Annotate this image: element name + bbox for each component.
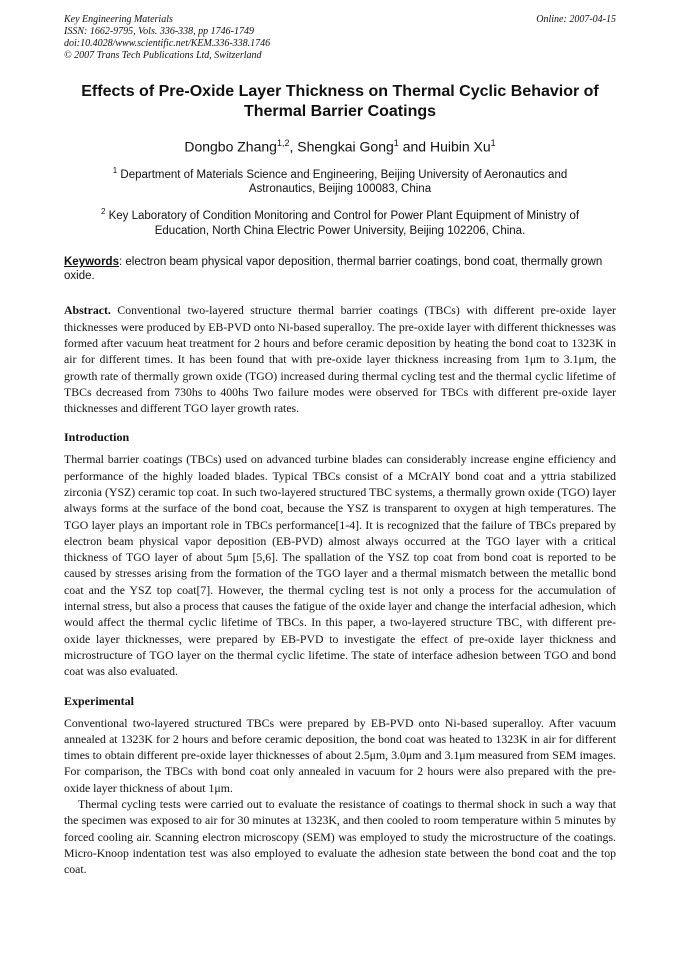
affiliation-number: 1 [112,165,118,175]
keywords-label: Keywords [64,256,119,269]
online-date: Online: 2007-04-15 [536,14,616,25]
paper-page [64,14,616,878]
doi-line: doi:10.4028/www.scientific.net/KEM.336-338.1746 [64,38,271,49]
author-separator: and [398,138,430,155]
author-separator: , [289,138,298,155]
issn-line: ISSN: 1662-9795, Vols. 336-338, pp 1746-1749 [64,26,254,37]
author-name: Shengkai Gong [297,138,394,155]
author-list [64,134,616,156]
paper-title: Effects of Pre-Oxide Layer Thickness on Thermal Cyclic Behavior of Thermal Barrier Coatings [81,83,599,120]
section-heading-introduction: Introduction [64,430,130,445]
keywords: Keywords: electron beam physical vapor deposition, thermal barrier coatings, bond coat, thermally grown oxide. [64,256,603,283]
affiliation-number: 2 [100,207,106,217]
abstract [64,302,616,416]
author-affiliation-mark: 1 [393,138,399,148]
author-name: Dongbo Zhang [184,138,277,155]
affiliation-text: Key Laboratory of Condition Monitoring and Control for Power Plant Equipment of Ministry of Education, North China Electric Power University, Beijing 102206, China. [108,210,580,238]
author-affiliation-mark: 1 [490,138,496,148]
author-name: Huibin Xu [429,138,491,155]
introduction-paragraph: Thermal barrier coatings (TBCs) used on advanced turbine blades can considerably increase engine efficiency and performance of the highly loaded blades. Typical TBCs consist of a MCrAlY bond coat and a yttria stabilized zirconia (YSZ) ceramic top coat. In such two-layered structured TBC systems, a thermally grown oxide (TGO) layer always forms at the surface of the bond coat, because the YSZ is transparent to oxygen at high temperatures. The TGO layer plays an important role in TBCs performance[1-4]. It is recognized that the failure of TBCs prepared by electron beam physical vapor deposition (EB-PVD) almost always occurred at the TGO layer with a critical thickness of TGO layer of about 5μm [5,6]. The spallation of the YSZ top coat from bond coat is reported to be caused by stresses arising from the formation of the TGO layer and a thermal mismatch between the metallic bond coat and the YSZ top coat[7]. However, the thermal cycling test is not only a process for the accumulation of internal stress, but also a process that causes the fatigue of the oxide layer and change the interfacial adhesion, which would affect the thermal cyclic lifetime of TBCs. In this paper, a two-layered structure TBC, with different pre-oxide layer thicknesses, were prepared by EB-PVD to investigate the effect of pre-oxide layer thickness and microstructure of TGO layer on the thermal cyclic lifetime. The state of interface adhesion between TGO and bond coat was also evaluated. [64,452,616,679]
abstract-label: Abstract. [64,303,111,318]
affiliation-1 [64,163,616,198]
journal-header [64,14,616,64]
affiliation-text: Department of Materials Science and Engineering, Beijing University of Aeronautics and Astronautics, Beijing 100083, China [120,168,568,196]
affiliation-2 [64,204,616,239]
journal-name: Key Engineering Materials [64,14,173,25]
author-affiliation-mark: 1,2 [276,138,290,148]
abstract-text: Conventional two-layered structure thermal barrier coatings (TBCs) with different pre-oxide layer thicknesses were produced by EB-PVD onto Ni-based superalloy. The pre-oxide layer with different thicknesses was formed after vacuum heat treatment for 2 hours and before ceramic deposition by heating the bond coat to 1323K in air for different times. It has been found that with pre-oxide layer thickness increasing from 1μm to 3.1μm, the growth rate of thermally grown oxide (TGO) increased during thermal cycling test and the thermal cyclic lifetime of TBCs decreased from 730hs to 400hs Two failure modes were observed for TBCs with different pre-oxide layer thicknesses and different TGO layer growth rates. [64,303,616,416]
experimental-paragraph: Thermal cycling tests were carried out to evaluate the resistance of coatings to thermal shock in such a way that the specimen was exposed to air for 30 minutes at 1323K, and then cooled to room temperature within 5 minutes by forced cooling air. Scanning electron microscopy (SEM) was employed to study the microstructure of the coatings. Micro-Knoop indentation test was also employed to evaluate the adhesion state between the bond coat and the top coat. [64,797,616,877]
section-heading-experimental: Experimental [64,693,134,708]
experimental-paragraph: Conventional two-layered structured TBCs were prepared by EB-PVD onto Ni-based superalloy. After vacuum annealed at 1323K for 2 hours and before ceramic deposition, the bond coat was heated to 1323K in air for different times to obtain different pre-oxide layer thicknesses of about 2.5μm, 3.0μm and 3.1μm measured from SEM images. For comparison, the TBCs with bond coat only annealed in vacuum for 2 hours were also prepared with the pre-oxide layer thickness of about 1μm. [64,715,616,795]
keywords-text: electron beam physical vapor deposition, thermal barrier coatings, bond coat, thermally grown oxide. [64,256,603,283]
copyright-line: © 2007 Trans Tech Publications Ltd, Switzerland [64,50,262,61]
